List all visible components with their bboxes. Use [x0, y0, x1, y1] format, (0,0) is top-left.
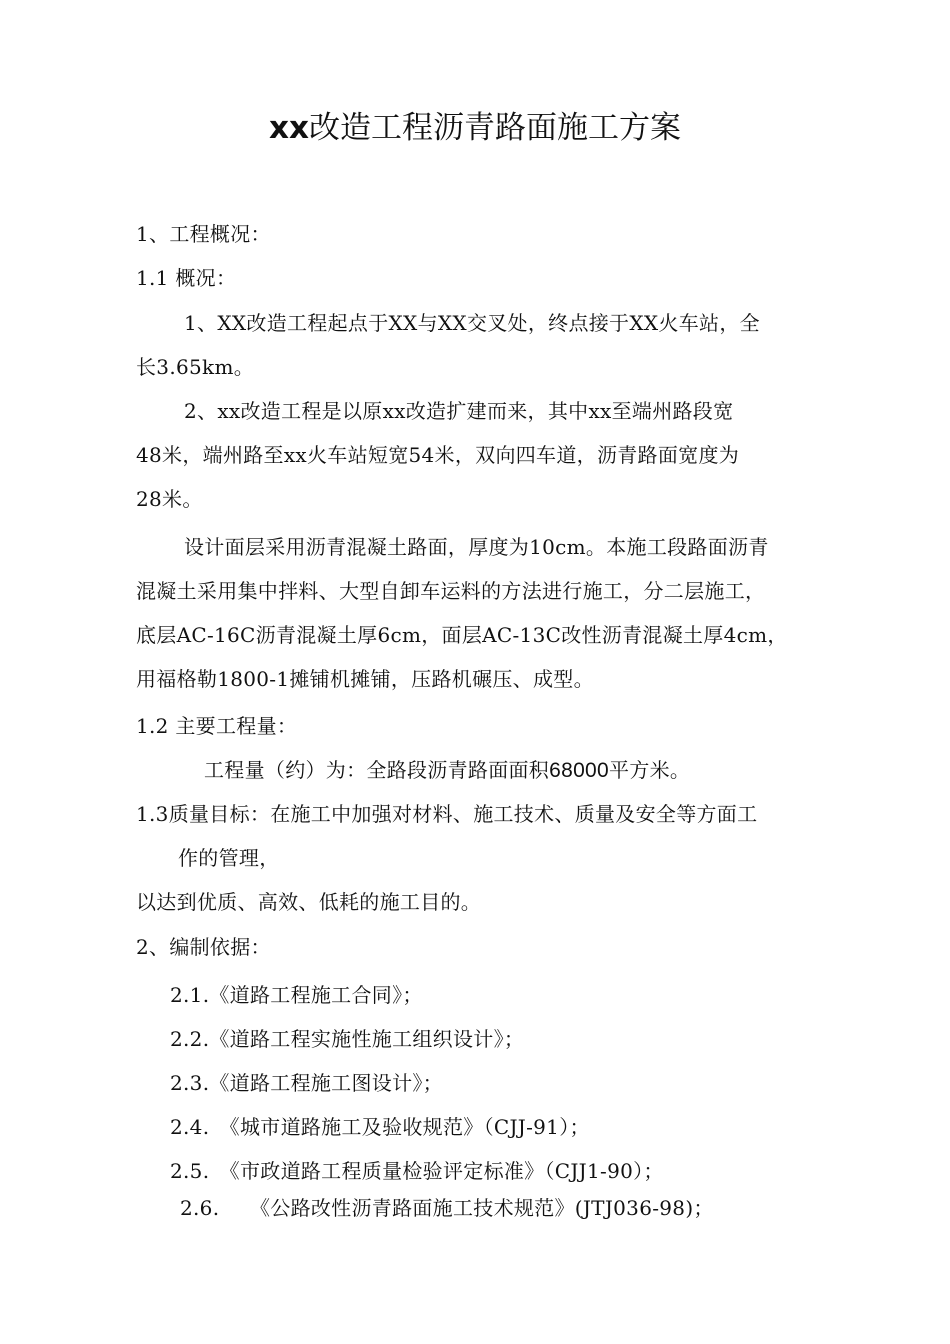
title-text: 改造工程沥青路面施工方案 — [309, 110, 681, 146]
reference-item: 2.4. 《城市道路施工及验收规范》（CJJ-91）； — [170, 1115, 590, 1139]
section-1-3-line-2: 作的管理， — [178, 846, 280, 870]
reference-item: 2.6. 《公路改性沥青路面施工技术规范》(JTJ036-98)； — [180, 1196, 714, 1220]
reference-item: 2.5. 《市政道路工程质量检验评定标准》（CJJ1-90）； — [170, 1159, 664, 1183]
section-1-2-heading: 1.2 主要工程量： — [136, 714, 298, 738]
title-prefix: xx — [269, 110, 309, 146]
quantity-number: 68000 — [549, 759, 610, 782]
paragraph-1-line-1: 1、XX改造工程起点于XX与XX交叉处，终点接于XX火车站，全 — [184, 311, 760, 335]
quantity-line — [204, 756, 690, 785]
section-1-3-line-3: 以达到优质、高效、低耗的施工目的。 — [136, 890, 482, 914]
reference-item: 2.3.《道路工程施工图设计》； — [170, 1071, 443, 1095]
reference-item: 2.1.《道路工程施工合同》； — [170, 983, 423, 1007]
section-2-heading: 2、编制依据： — [136, 935, 271, 959]
paragraph-3-line-4: 用福格勒1800-1摊铺机摊铺，压路机碾压、成型。 — [136, 667, 594, 691]
quantity-suffix: 平方米。 — [609, 758, 691, 782]
paragraph-2-line-1: 2、xx改造工程是以原xx改造扩建而来，其中xx至端州路段宽 — [184, 399, 734, 423]
paragraph-3-line-2: 混凝土采用集中拌料、大型自卸车运料的方法进行施工，分二层施工， — [136, 579, 766, 603]
paragraph-1-line-2: 长3.65km。 — [136, 355, 255, 379]
quantity-prefix: 工程量（约）为：全路段沥青路面面积 — [204, 758, 550, 782]
paragraph-2-line-2: 48米，端州路至xx火车站短宽54米，双向四车道，沥青路面宽度为 — [136, 443, 740, 467]
paragraph-2-line-3: 28米。 — [136, 487, 203, 511]
section-1-3-line-1: 1.3质量目标：在施工中加强对材料、施工技术、质量及安全等方面工 — [136, 802, 758, 826]
section-1-heading: 1、工程概况： — [136, 222, 271, 246]
section-1-1-heading: 1.1 概况： — [136, 266, 237, 290]
paragraph-3-line-3: 底层AC-16C沥青混凝土厚6cm，面层AC-13C改性沥青混凝土厚4cm， — [136, 623, 788, 647]
reference-item: 2.2.《道路工程实施性施工组织设计》； — [170, 1027, 525, 1051]
document-title — [0, 108, 950, 148]
paragraph-3-line-1: 设计面层采用沥青混凝土路面，厚度为10cm。本施工段路面沥青 — [184, 535, 769, 559]
